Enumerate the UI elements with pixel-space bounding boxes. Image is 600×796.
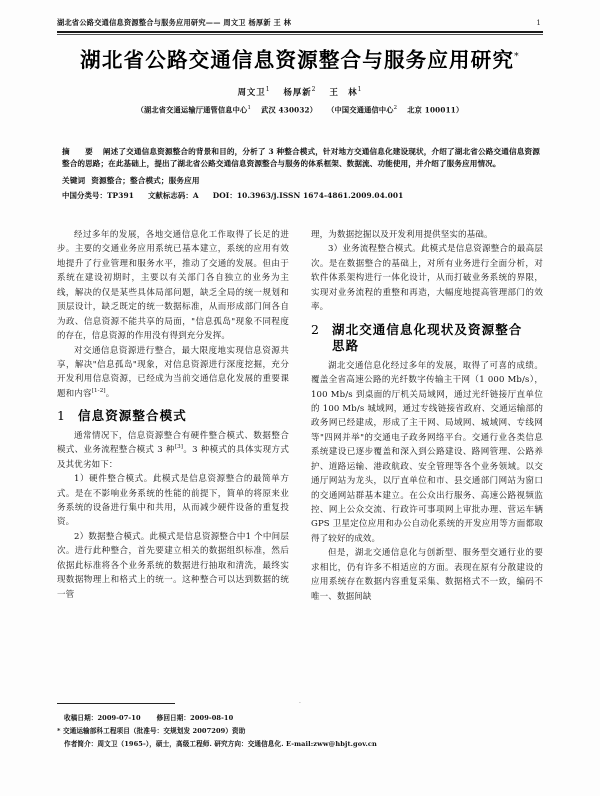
author-1-name: 周文卫 xyxy=(237,86,266,97)
author-2-name: 杨厚新 xyxy=(283,86,312,97)
section-number: 1 xyxy=(57,408,67,424)
paper-title xyxy=(40,48,560,74)
left-column xyxy=(57,228,289,690)
reference-mark: [3] xyxy=(174,444,184,451)
revised-label: 修回日期： xyxy=(156,714,191,722)
affiliation-1-name: （湖北省交通运输厅通管信息中心 xyxy=(136,105,248,115)
paragraph: 经过多年的发展，各地交通信息化工作取得了长足的进步。主要的交通业务应用系统已基本建立，系统的应用有效地提升了行业管理和服务水平，推动了交通的发展。但由于系统在建设初期时，主要以有关部门各自独立的业务为主线，解决的仅是某些具体局部问题，缺乏全局的统一规划和顶层设计，缺乏既定的统一数据标准，从而形成部门间各自为政、信息资源不能共享的局面，"信息孤岛"现象不同程度的存在，信息资源的作用没有得到充分发挥。 xyxy=(57,230,289,342)
abstract-label: 摘 要 xyxy=(62,147,97,156)
footnote-dates xyxy=(57,712,543,725)
abstract xyxy=(62,146,540,171)
paragraph: 但是，湖北交通信息化与创新型、服务型交通行业的要求相比，仍有许多不相适应的方面。表现在原有分散建设的应用系统存在数据内容重复采集、数据格式不一致，编码不唯一、数据间缺 xyxy=(311,548,543,602)
footnote-fund xyxy=(57,725,543,738)
header-rule xyxy=(57,31,543,33)
header-rule-secondary xyxy=(57,34,543,35)
received-date: 2009-07-10 xyxy=(97,714,141,722)
page-number: 1 xyxy=(536,18,541,27)
running-header xyxy=(57,18,543,28)
paragraph: 3）业务流程整合模式。此模式是信息资源整合的最高层次。是在数据整合的基础上，对所有业务进行全面分析，对软件体系架构进行一体化设计，从而打破业务系统的界限，实现对业务流程的重整和再造，大幅度地提高管理部门的效率。 xyxy=(311,244,543,313)
paragraph xyxy=(57,429,289,472)
keywords-text: 资源整合；整合模式；服务应用 xyxy=(91,175,200,185)
section-title: 湖北交通信息化现状及资源整合 xyxy=(332,321,523,337)
section-title: 信息资源整合模式 xyxy=(78,408,187,424)
paragraph-text: 通常情况下，信息资源整合有硬件整合模式、数据整合模式、业务流程整合模式 3 种 xyxy=(57,430,289,456)
author-3-name: 王 林 xyxy=(329,86,358,97)
document-code-value: A xyxy=(192,190,199,200)
section-title-line2: 思路 xyxy=(332,338,360,354)
section-number: 2 xyxy=(311,321,321,337)
doi-label: DOI xyxy=(212,190,230,200)
affiliation-1-city: 武汉 430032） xyxy=(261,105,318,115)
title-block xyxy=(40,48,560,115)
bio-label: 作者简介： xyxy=(64,739,98,748)
column-divider-mark: · xyxy=(299,700,301,707)
affiliation-2-mark: 2 xyxy=(393,104,398,111)
paragraph-text: 对交通信息资源进行整合，最大限度地实现信息资源共享，解决"信息孤岛"现象，对信息资源进行深度挖掘，充分开发利用信息资源，已经成为当前交通信息化发展的重要课题和内容 xyxy=(57,345,289,399)
paragraph: 理，为数据挖掘以及开发利用提供坚实的基础。 xyxy=(311,230,493,240)
author-1-mark: 1 xyxy=(265,85,271,93)
revised-date: 2009-08-10 xyxy=(190,714,234,722)
running-header-title: 湖北省公路交通信息资源整合与服务应用研究—— 周文卫 杨厚新 王 林 xyxy=(57,18,292,27)
section-heading-1 xyxy=(57,408,289,425)
document-code-label: 文献标志码： xyxy=(147,190,193,200)
title-footnote-mark: * xyxy=(514,52,520,63)
paragraph-tail: 。 xyxy=(105,388,115,399)
section-heading-2 xyxy=(311,322,543,355)
classification-line: 中国分类号：TP391 文献标志码：A DOI：10.3963/j.ISSN 1674-4861.2009.04.001 xyxy=(62,190,404,200)
paper-title-text: 湖北省公路交通信息资源整合与服务应用研究 xyxy=(80,48,515,72)
cn-classification-label: 中国分类号： xyxy=(62,190,107,200)
footnote-rule xyxy=(57,703,175,704)
fund-text: 交通运输部科工程项目（批准号：交规划发 2007209）资助 xyxy=(62,726,246,735)
author-2-mark: 2 xyxy=(311,85,317,93)
affiliation-2-city: 北京 100011） xyxy=(407,105,464,115)
keywords xyxy=(62,175,540,186)
abstract-text: 阐述了交通信息资源整合的背景和目的，分析了 3 种整合模式，针对地方交通信息化建设现状，介绍了湖北省公路交通信息资源整合的思路；在此基础上，提出了湖北省公路交通信息资源整合与服务的体系框架、数据流、功能使用，并介绍了服务应用情况。 xyxy=(62,147,540,169)
author-3-mark: 1 xyxy=(357,85,363,93)
author-list xyxy=(40,86,560,98)
keywords-label: 关键词 xyxy=(62,175,86,185)
affiliation-list xyxy=(40,105,560,115)
paragraph: 1）硬件整合模式。此模式是信息资源整合的最简单方式。是在不影响业务系统的性能的前提下，简单的将原来业务系统的设备进行集中和共用，从而减少硬件设备的重复投资。 xyxy=(57,474,289,528)
affiliation-2-name: （中国交通通信中心 xyxy=(327,105,394,115)
bio-text: 周文卫（1965-），硕士，高级工程师. 研究方向：交通信息化. E-mail:zww@hbjt.gov.cn xyxy=(97,739,377,748)
affiliation-1-mark: 1 xyxy=(247,104,252,111)
received-label: 收稿日期： xyxy=(64,714,98,722)
paragraph: 湖北交通信息化经过多年的发展，取得了可喜的成绩。覆盖全省高速公路的光纤数字传输主干网（1 000 Mb/s），100 Mb/s 到桌面的厅机关局域网，通过光纤链接厅直单位的 100 Mb/s 城域网，通过专线链接省政府、交通运输部的政务网已经建成，形成了主干网、局域网、城域网、专线网等"四网并举"的交通电子政务网络平台。交通行业各类信息系统建设已逐步覆盖和深入到公路建设、路网管理、公路养护、道路运输、港政航政、安全管理等各个业务领域。以交通厅网站为龙头，以厅直单位和市、县交通部门网站为窗口的交通网站群基本建立。在公众出行服务、高速公路视频监控、网上公众交流、行政许可事项网上审批办理、营运车辆 GPS 卫星定位应用和办公自动化系统的开发应用等方面都取得了较好的成效。 xyxy=(311,360,543,544)
footnote-block xyxy=(57,712,543,751)
paragraph-tail: 。3 种模式的具体实现方式及其优劣如下： xyxy=(57,445,289,470)
cn-classification-value: TP391 xyxy=(106,190,134,200)
reference-mark: [1-2] xyxy=(91,387,106,394)
metadata-block xyxy=(62,146,540,201)
fund-mark: * xyxy=(57,726,61,735)
paragraph xyxy=(57,344,289,402)
doi-value: 10.3963/j.ISSN 1674-4861.2009.04.001 xyxy=(236,190,404,200)
right-column xyxy=(311,228,543,690)
paragraph: 2）数据整合模式。此模式是信息资源整合中1 个中间层次。进行此种整合，首先要建立相关的数据组织标准，然后依据此标准将各个业务系统的数据进行抽取和清洗，最终实现数据物理上和格式上的统一。这种整合可以达到数据的统一管 xyxy=(57,531,289,600)
body-columns xyxy=(57,228,543,690)
footnote-author-bio xyxy=(57,738,543,751)
